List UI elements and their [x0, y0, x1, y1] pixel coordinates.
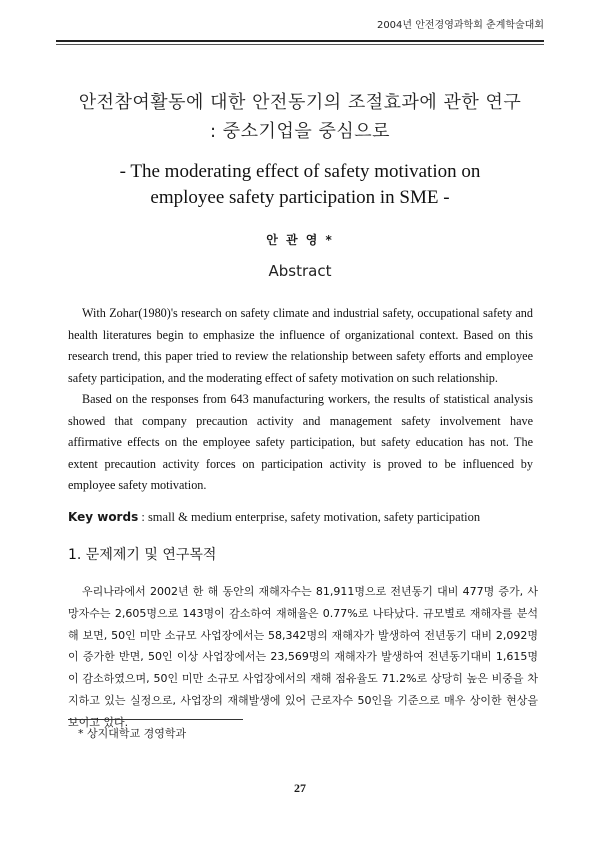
english-title-line-1: - The moderating effect of safety motivation on: [119, 161, 481, 182]
abstract-paragraph-2: Based on the responses from 643 manufacturing workers, the results of statistical analysis showed that company precaution activity and management safety involvement have affirmative effects on the employee safety participation, but safety education has not. The extent precaution activity forces on participation activity is proved to be influenced by employee safety motivation.: [68, 392, 533, 492]
korean-title-line-1: 안전참여활동에 대한 안전동기의 조절효과에 관한 연구: [78, 92, 522, 113]
korean-title-line-2: : 중소기업을 중심으로: [210, 121, 390, 142]
page-number: 27: [294, 781, 306, 795]
header-rule-thin: [56, 44, 544, 45]
conference-header: 2004년 안전경영과학회 춘계학술대회: [376, 20, 544, 31]
abstract-paragraph-1: With Zohar(1980)'s research on safety climate and industrial safety, occupational safety and health literatures begin to emphasize the influence of organizational context. Based on this research trend, this paper tried to review the relationship between safety efforts and employee safety participation, and the moderating effect of safety motivation on such relationship.: [68, 306, 533, 385]
english-title-line-2: employee safety participation in SME -: [150, 187, 450, 208]
keywords-label: Key words: [68, 510, 139, 524]
footnote-rule: [68, 719, 243, 720]
footnote-affiliation: * 상지대학교 경영학과: [78, 727, 187, 740]
keywords-line: [68, 510, 538, 525]
section-1-heading: 1. 문제제기 및 연구목적: [68, 547, 217, 563]
header-rule: [56, 40, 544, 42]
section-1-body: 우리나라에서 2002년 한 해 동안의 재해자수는 81,911명으로 전년동기 대비 477명 증가, 사망자수는 2,605명으로 143명이 감소하여 재해율은 0.77%로 나타났다. 규모별로 재해자를 분석해 보면, 50인 미만 소규모 사업장에서는 58,342명의 재해자가 발생하여 전년동기 대비 2,092명이 증가한 반면, 50인 이상 사업장에서는 23,569명의 재해자가 발생하여 전년동기대비 1,615명이 감소하였으며, 50인 미만 소규모 사업장에서의 재해 점유율도 71.2%로 상당히 높은 비중을 차지하고 있는 실정으로, 사업장의 재해발생에 있어 근로자수 50인을 기준으로 매우 상이한 현상을 보이고 있다.: [68, 585, 538, 729]
author-name: 안 관 영 *: [266, 233, 334, 247]
abstract-heading: Abstract: [268, 262, 332, 280]
keywords-text: : small & medium enterprise, safety motivation, safety participation: [141, 510, 481, 524]
